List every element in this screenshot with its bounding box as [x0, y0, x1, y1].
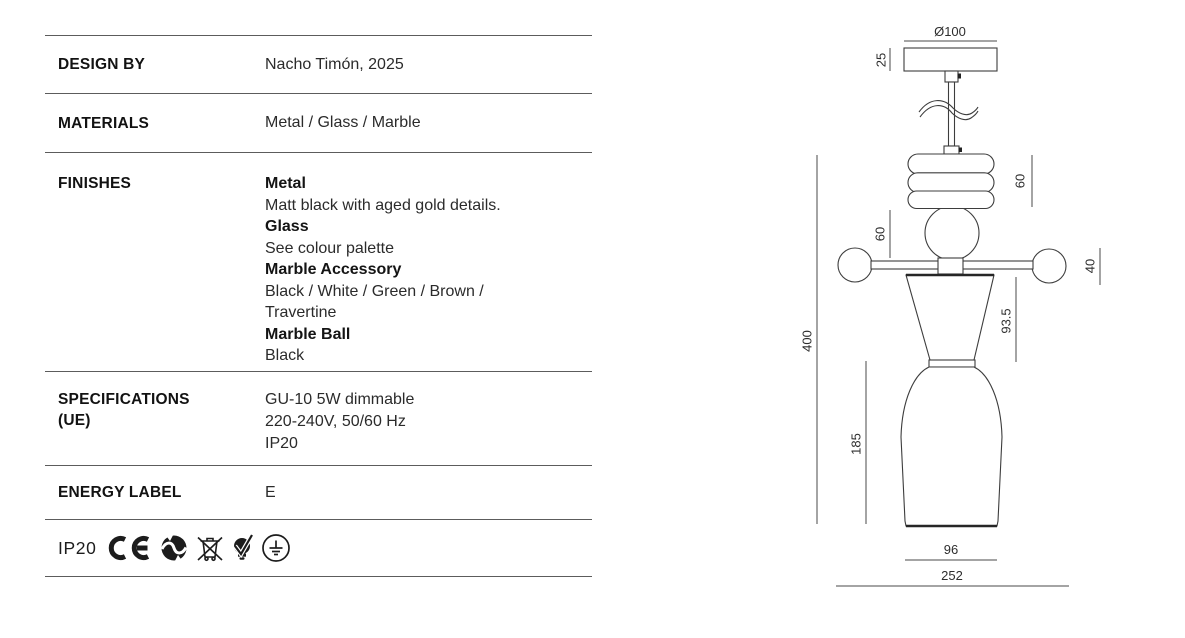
glass-ball [925, 206, 979, 260]
dim-shade-height: 185 [848, 433, 864, 455]
technical-drawing [780, 0, 1185, 638]
arm-ball-right [1032, 249, 1066, 283]
row-finishes [45, 152, 592, 371]
design-by-value: Nacho Timón, 2025 [265, 55, 404, 73]
specifications-value [265, 389, 414, 455]
row-materials [45, 93, 592, 152]
finish-line: Marble Accessory [265, 261, 402, 278]
finish-line: Marble Ball [265, 325, 351, 343]
dim-cone-height: 93.5 [998, 308, 1014, 334]
dim-arm-ball-diameter: 40 [1082, 258, 1098, 274]
ce-mark-icon [107, 535, 153, 561]
materials-value: Metal / Glass / Marble [265, 114, 421, 132]
row-certifications [45, 519, 592, 577]
stem-group [919, 71, 978, 154]
earth-ground-icon [261, 533, 291, 563]
finishes-value [265, 173, 501, 367]
specifications-label-line1: SPECIFICATIONS [58, 391, 190, 408]
bulb-check-icon [232, 533, 254, 563]
recycling-icon [160, 534, 188, 562]
row-energy-label [45, 465, 592, 519]
rings-group [908, 154, 994, 209]
energy-label-label: ENERGY LABEL [58, 484, 182, 501]
spec-line: 220-240V, 50/60 Hz [265, 413, 406, 430]
specifications-label-line2: (UE) [58, 412, 91, 429]
row-design-by [45, 35, 592, 93]
spec-line: IP20 [265, 435, 298, 452]
energy-label-value: E [265, 483, 276, 501]
dim-shade-bottom-width: 96 [943, 542, 959, 557]
canopy-group [873, 24, 997, 71]
dim-total-height: 400 [799, 330, 815, 352]
materials-label: MATERIALS [58, 114, 150, 132]
finish-line: Glass [265, 218, 309, 235]
dim-canopy-height: 25 [873, 52, 889, 68]
arm-ball-left [838, 248, 872, 282]
design-by-label: DESIGN BY [58, 56, 146, 73]
spec-line: GU-10 5W dimmable [265, 391, 415, 408]
dim-ball-diameter: 60 [872, 226, 888, 242]
specifications-label [45, 389, 265, 431]
finish-line: See colour palette [265, 239, 394, 257]
finishes-label: FINISHES [58, 175, 132, 192]
finish-line: Travertine [265, 304, 337, 321]
dim-total-width: 252 [941, 568, 963, 583]
cone-group [906, 275, 994, 367]
dim-canopy-diameter: Ø100 [934, 24, 966, 39]
finish-line: Black [265, 347, 305, 364]
finish-line: Black / White / Green / Brown / [265, 282, 484, 300]
dim-rings-height: 60 [1012, 173, 1028, 189]
row-specifications [45, 371, 592, 465]
weee-bin-icon [195, 533, 225, 563]
finish-line: Matt black with aged gold details. [265, 196, 501, 214]
finish-line: Metal [265, 175, 306, 192]
spec-table [45, 35, 592, 577]
ip-rating-text: IP20 [58, 537, 97, 558]
shade-group [901, 367, 1002, 526]
